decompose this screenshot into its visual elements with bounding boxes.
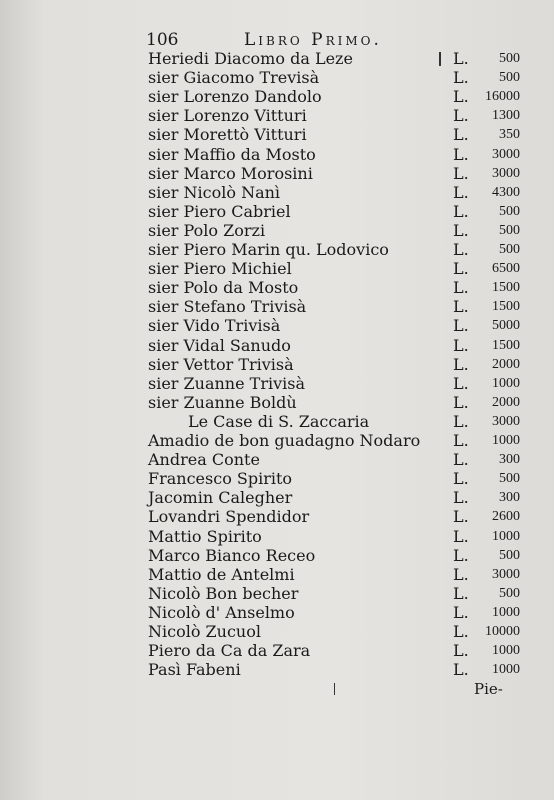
entry-amount: 2600 <box>492 509 520 525</box>
entry-amount: 500 <box>499 70 520 86</box>
currency-label: L. <box>453 278 469 298</box>
entry-name: Nicolò Zucuol <box>148 622 261 641</box>
entry-name: Mattio de Antelmi <box>148 564 295 584</box>
entry-amount: 1000 <box>492 643 520 659</box>
currency-label: L. <box>453 411 469 431</box>
currency-label: L. <box>453 163 469 183</box>
ledger-row <box>0 374 554 394</box>
entry-name: sier Vettor Trivisà <box>148 354 294 374</box>
ledger-row <box>0 622 554 642</box>
entry-amount: 1500 <box>492 299 520 315</box>
ledger-row <box>0 336 554 356</box>
ledger-row <box>0 450 554 470</box>
entry-amount: 4300 <box>492 184 520 200</box>
entry-name: sier Zuanne Trivisà <box>148 373 305 393</box>
currency-label: L. <box>453 583 469 603</box>
ledger-row <box>0 125 554 145</box>
page-number: 106 <box>146 30 179 50</box>
ledger-row <box>0 202 554 222</box>
ledger-row <box>0 641 554 661</box>
catchword: Pie- <box>474 680 503 698</box>
currency-label: L. <box>453 316 469 336</box>
entry-amount: 300 <box>499 452 520 468</box>
entry-amount: 500 <box>499 203 520 219</box>
entry-name: sier Nicolò Nanì <box>148 182 281 202</box>
currency-label: L. <box>453 354 469 374</box>
entry-amount: 500 <box>499 471 520 487</box>
entry-name: sier Polo Zorzi <box>148 220 266 240</box>
ledger-row <box>0 488 554 508</box>
entry-amount: 500 <box>499 585 520 601</box>
entry-amount: 500 <box>499 51 520 66</box>
ledger-row <box>0 87 554 107</box>
entry-amount: 500 <box>499 547 520 563</box>
entry-name: sier Morettò Vitturi <box>148 125 307 145</box>
currency-label: L. <box>453 564 469 584</box>
entry-name: Amadio de bon guadagno Nodaro <box>148 431 421 450</box>
entry-name: sier Piero Michiel <box>148 259 292 279</box>
ledger-row <box>0 507 554 527</box>
ledger-row <box>0 603 554 623</box>
entry-name: sier Vido Trivisà <box>148 316 281 336</box>
entry-amount: 6500 <box>492 261 520 277</box>
entry-amount: 5000 <box>492 318 520 334</box>
currency-label: L. <box>453 507 469 527</box>
entry-name: Francesco Spirito <box>148 469 293 489</box>
entry-name: Le Case di S. Zaccaria <box>188 411 370 431</box>
ledger-row <box>0 660 554 680</box>
entry-name: Piero da Ca da Zara <box>148 641 311 661</box>
entry-name: Andrea Conte <box>148 450 260 470</box>
currency-label: L. <box>453 240 469 259</box>
ledger-row <box>0 164 554 184</box>
currency-label: L. <box>453 641 469 661</box>
ledger-row <box>0 183 554 203</box>
entry-name: Nicolò Bon becher <box>148 583 299 603</box>
currency-label: L. <box>453 125 469 145</box>
entry-amount: 16000 <box>485 89 520 105</box>
currency-label: L. <box>453 373 469 393</box>
ledger-row <box>0 469 554 489</box>
entry-amount: 3000 <box>492 413 520 429</box>
entry-name: sier Zuanne Boldù <box>148 392 297 412</box>
entry-amount: 1000 <box>492 375 520 391</box>
entry-name: sier Piero Marin qu. Lodovico <box>148 240 389 259</box>
entry-amount: 300 <box>499 490 520 506</box>
running-title: Libro Primo. <box>244 30 382 50</box>
currency-label: L. <box>453 259 469 279</box>
entry-amount: 3000 <box>492 566 520 582</box>
currency-label: L. <box>453 450 469 470</box>
entry-amount: 1000 <box>492 528 520 544</box>
entry-name: sier Polo da Mosto <box>148 278 299 298</box>
currency-label: L. <box>453 220 469 240</box>
ledger-row <box>0 431 554 451</box>
entry-name: Lovandri Spendidor <box>148 507 310 527</box>
currency-label: L. <box>453 602 469 622</box>
entry-amount: 3000 <box>492 165 520 181</box>
ledger-row <box>0 393 554 413</box>
entry-amount: 10000 <box>485 624 520 639</box>
ledger-row <box>0 584 554 604</box>
currency-label: L. <box>453 106 469 126</box>
currency-label: L. <box>453 431 469 450</box>
entry-amount: 1500 <box>492 337 520 353</box>
currency-label: L. <box>453 488 469 508</box>
ledger-row <box>0 355 554 375</box>
currency-label: L. <box>453 297 469 317</box>
currency-label: L. <box>453 182 469 202</box>
currency-label: L. <box>453 87 469 107</box>
entry-name: sier Lorenzo Dandolo <box>148 87 322 107</box>
ledger-row <box>0 259 554 279</box>
ledger-row <box>0 297 554 317</box>
ledger-row <box>0 49 554 69</box>
entry-name: sier Marco Morosini <box>148 163 313 183</box>
entry-name: Heriedi Diacomo da Leze <box>148 49 353 68</box>
currency-label: L. <box>453 622 469 641</box>
entry-name: sier Stefano Trivisà <box>148 297 307 317</box>
ledger-row <box>0 145 554 165</box>
entry-name: sier Maffio da Mosto <box>148 144 316 164</box>
entry-amount: 1000 <box>492 604 520 620</box>
entry-name: Pasì Fabeni <box>148 660 241 680</box>
currency-label: L. <box>453 526 469 546</box>
entry-name: Marco Bianco Receo <box>148 545 316 565</box>
currency-label: L. <box>453 68 469 88</box>
ledger-row <box>0 412 554 432</box>
currency-label: L. <box>453 201 469 221</box>
entry-amount: 3000 <box>492 146 520 162</box>
entry-name: sier Piero Cabriel <box>148 201 291 221</box>
entry-amount: 500 <box>499 242 520 257</box>
ledger-row <box>0 240 554 260</box>
ledger-row <box>0 565 554 585</box>
entry-name: Nicolò d' Anselmo <box>148 602 295 622</box>
entry-amount: 1000 <box>492 433 520 448</box>
entry-name: Mattio Spirito <box>148 526 262 546</box>
entry-name: sier Giacomo Trevisà <box>148 68 320 88</box>
currency-label: L. <box>453 660 469 680</box>
entry-name: sier Vidal Sanudo <box>148 335 291 355</box>
entry-name: sier Lorenzo Vitturi <box>148 106 307 126</box>
currency-label: L. <box>453 144 469 164</box>
ledger-row <box>0 278 554 298</box>
entry-amount: 1500 <box>492 280 520 296</box>
entry-amount: 500 <box>499 222 520 238</box>
ledger-row <box>0 106 554 126</box>
ink-mark <box>334 683 335 695</box>
entry-name: Jacomin Calegher <box>148 488 293 508</box>
currency-label: L. <box>453 49 469 68</box>
ledger-row <box>0 68 554 88</box>
entry-amount: 2000 <box>492 394 520 410</box>
ledger-row <box>0 316 554 336</box>
currency-label: L. <box>453 335 469 355</box>
currency-label: L. <box>453 545 469 565</box>
entry-amount: 350 <box>499 127 520 143</box>
currency-label: L. <box>453 469 469 489</box>
ledger-row <box>0 527 554 547</box>
currency-label: L. <box>453 392 469 412</box>
ledger-row <box>0 221 554 241</box>
entry-amount: 2000 <box>492 356 520 372</box>
entry-amount: 1300 <box>492 108 520 124</box>
ledger-row <box>0 546 554 566</box>
entry-amount: 1000 <box>492 662 520 678</box>
